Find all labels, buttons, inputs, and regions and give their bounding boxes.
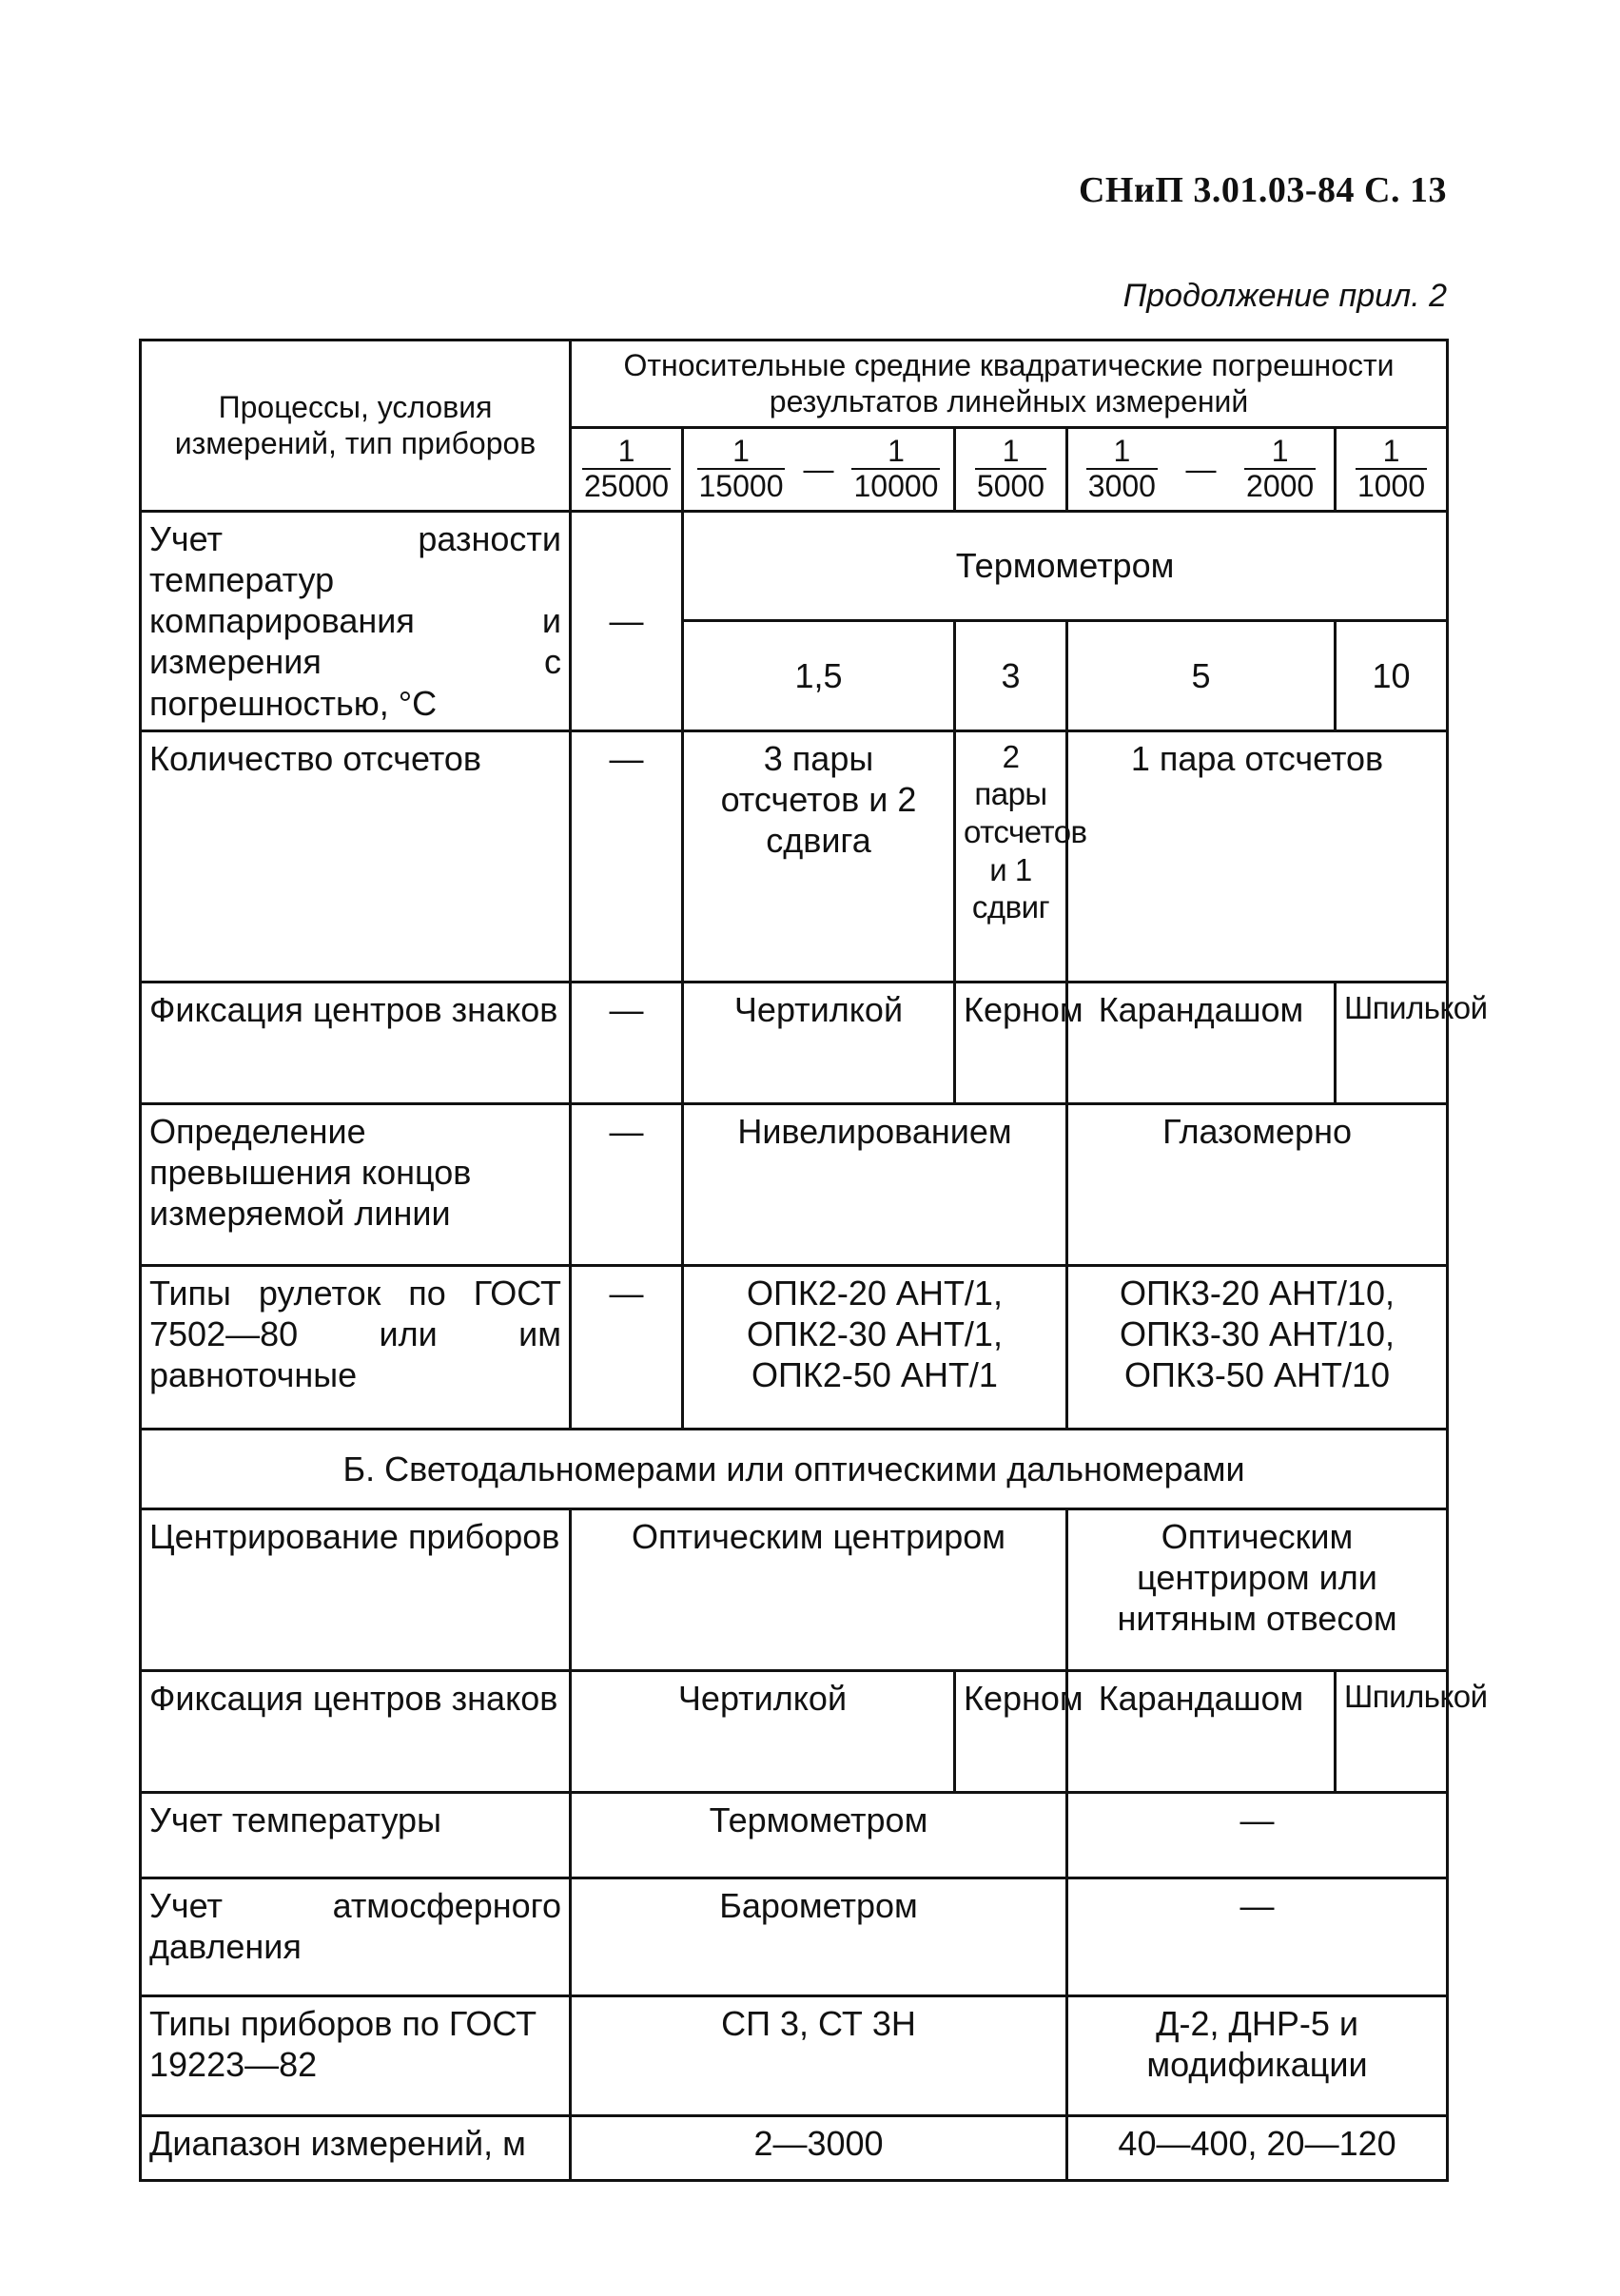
cell-value: ОПК3-20 АНТ/10, ОПК3-30 АНТ/10, ОПК3-50 АНТ/10 <box>1067 1265 1448 1429</box>
cell-value: 40—400, 20—120 <box>1067 2115 1448 2180</box>
accuracy-1-15000-10000: $\frac{1}{15000}$ — $\frac{1}{10000}$ <box>683 427 955 511</box>
cell-value: — <box>1067 1878 1448 1995</box>
table-row <box>141 1878 1448 1995</box>
row-label-temp-diff: Учет разности температур компарирования и измерения с погрешностью, °С <box>141 511 571 730</box>
cell-value: Керном <box>955 1670 1067 1792</box>
table-header-row <box>141 341 1448 428</box>
cell-value: 5 <box>1067 621 1336 730</box>
row-label-centering: Центрирование приборов <box>141 1508 571 1670</box>
cell-dash: — <box>571 1265 683 1429</box>
accuracy-1-5000: $\frac{1}{5000}$ <box>955 427 1067 511</box>
cell-dash: — <box>571 1103 683 1265</box>
cell-value: 3 <box>955 621 1067 730</box>
cell-dash: — <box>571 982 683 1103</box>
cell-value: 2—3000 <box>571 2115 1067 2180</box>
table-row <box>141 730 1448 982</box>
table-row <box>141 1103 1448 1265</box>
cell-value: ОПК2-20 АНТ/1, ОПК2-30 АНТ/1, ОПК2-50 АНТ/1 <box>683 1265 1067 1429</box>
row-label-fixation-b: Фиксация центров знаков <box>141 1670 571 1792</box>
table-row <box>141 1792 1448 1878</box>
row-label-range: Диапазон измерений, м <box>141 2115 571 2180</box>
continuation-note: Продолжение прил. 2 <box>1122 278 1447 314</box>
cell-value: Керном <box>955 982 1067 1103</box>
table-row <box>141 1670 1448 1792</box>
cell-value: Термометром <box>571 1792 1067 1878</box>
cell-value: Карандашом <box>1067 1670 1336 1792</box>
cell-value: 10 <box>1336 621 1448 730</box>
cell-value: Шпилькой <box>1336 1670 1448 1792</box>
cell-value: 1,5 <box>683 621 955 730</box>
cell-value: 1 пара отсчетов <box>1067 730 1448 982</box>
row-label-temperature: Учет температуры <box>141 1792 571 1878</box>
section-b-title: Б. Светодальномерами или оптическими дальномерами <box>141 1429 1448 1508</box>
accuracy-1-25000: $\frac{1}{25000}$ <box>571 427 683 511</box>
row-label-readings: Количество отсчетов <box>141 730 571 982</box>
table-row <box>141 511 1448 620</box>
row-label-tapes: Типы рулеток по ГОСТ 7502—80 или им равноточные <box>141 1265 571 1429</box>
cell-value: Чертилкой <box>571 1670 955 1792</box>
page-header-code: СНиП 3.01.03-84 С. 13 <box>1078 170 1447 210</box>
cell-value: Оптическим центриром <box>571 1508 1067 1670</box>
row-label-fixation: Фиксация центров знаков <box>141 982 571 1103</box>
section-header-row <box>141 1429 1448 1508</box>
col-header-errors: Относительные средние квадратические погрешности результатов линейных измерений <box>571 341 1448 428</box>
row-label-devices: Типы приборов по ГОСТ 19223—82 <box>141 1995 571 2115</box>
table-row <box>141 1995 1448 2115</box>
cell-value: Оптическим центриром или нитяным отвесом <box>1067 1508 1448 1670</box>
cell-dash: — <box>571 511 683 730</box>
cell-dash: — <box>571 730 683 982</box>
measurement-table <box>139 339 1488 2182</box>
accuracy-1-3000-2000: $\frac{1}{3000}$ — $\frac{1}{2000}$ <box>1067 427 1336 511</box>
cell-value: Глазомерно <box>1067 1103 1448 1265</box>
cell-thermometer: Термометром <box>683 511 1448 620</box>
cell-value: Барометром <box>571 1878 1067 1995</box>
row-label-pressure: Учет атмосферного давления <box>141 1878 571 1995</box>
cell-value: СП 3, СТ 3Н <box>571 1995 1067 2115</box>
table-row <box>141 2115 1448 2180</box>
table-row <box>141 982 1448 1103</box>
cell-value: Д-2, ДНР-5 и модификации <box>1067 1995 1448 2115</box>
cell-value: 2 пары отсчетов и 1 сдвиг <box>955 730 1067 982</box>
row-label-elevation: Определение превышения концов измеряемой линии <box>141 1103 571 1265</box>
table-row <box>141 1265 1448 1429</box>
cell-value: Нивелированием <box>683 1103 1067 1265</box>
col-header-processes: Процессы, условия измерений, тип приборов <box>141 341 571 512</box>
cell-value: Чертилкой <box>683 982 955 1103</box>
accuracy-1-1000: $\frac{1}{1000}$ <box>1336 427 1448 511</box>
cell-value: Карандашом <box>1067 982 1336 1103</box>
cell-value: 3 пары отсчетов и 2 сдвига <box>683 730 955 982</box>
cell-value: Шпилькой <box>1336 982 1448 1103</box>
table-row <box>141 1508 1448 1670</box>
cell-value: — <box>1067 1792 1448 1878</box>
